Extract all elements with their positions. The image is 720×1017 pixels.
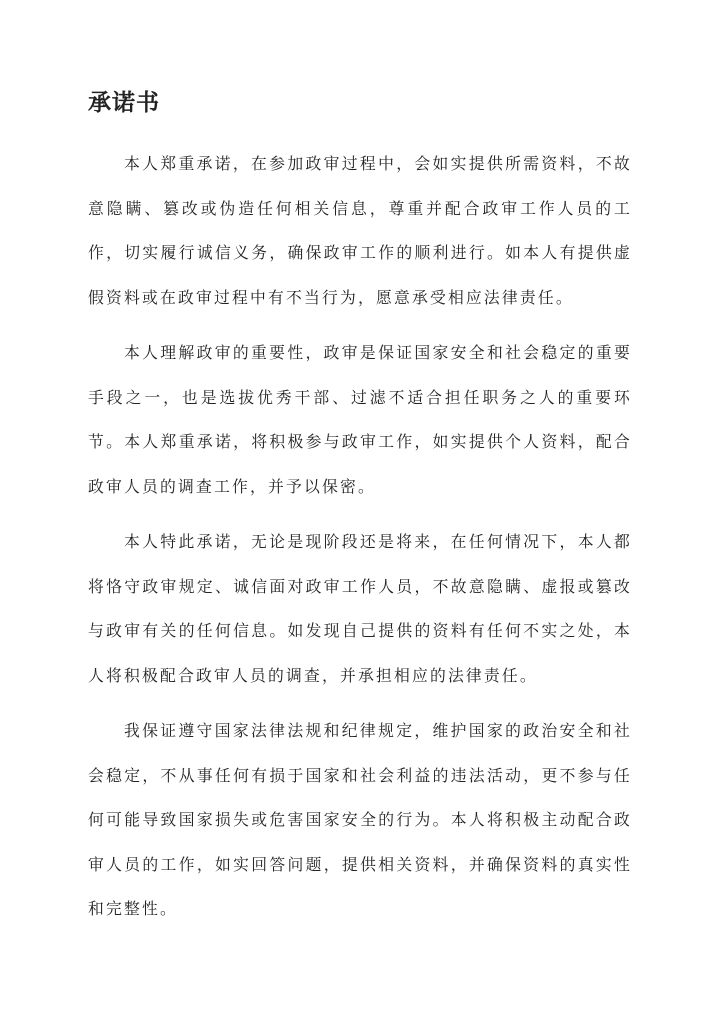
- paragraph-1: 本人郑重承诺，在参加政审过程中，会如实提供所需资料，不故意隐瞒、篡改或伪造任何相关信息，尊重并配合政审工作人员的工作，切实履行诚信义务，确保政审工作的顺利进行。如本人有提供虚假资料或在政审过程中有不当行为，愿意承受相应法律责任。: [88, 154, 632, 307]
- paragraph-3: 本人特此承诺，无论是现阶段还是将来，在任何情况下，本人都将恪守政审规定、诚信面对政审工作人员，不故意隐瞒、虚报或篡改与政审有关的任何信息。如发现自己提供的资料有任何不实之处，本人将积极配合政审人员的调查，并承担相应的法律责任。: [88, 532, 632, 685]
- paragraph-2: 本人理解政审的重要性，政审是保证国家安全和社会稳定的重要手段之一，也是选拔优秀干部、过滤不适合担任职务之人的重要环节。本人郑重承诺，将积极参与政审工作，如实提供个人资料，配合政审人员的调查工作，并予以保密。: [88, 343, 632, 496]
- document-title: 承诺书: [88, 89, 160, 116]
- paragraph-4: 我保证遵守国家法律法规和纪律规定，维护国家的政治安全和社会稳定，不从事任何有损于国家和社会利益的违法活动，更不参与任何可能导致国家损失或危害国家安全的行为。本人将积极主动配合政审人员的工作，如实回答问题，提供相关资料，并确保资料的真实性和完整性。: [88, 721, 632, 918]
